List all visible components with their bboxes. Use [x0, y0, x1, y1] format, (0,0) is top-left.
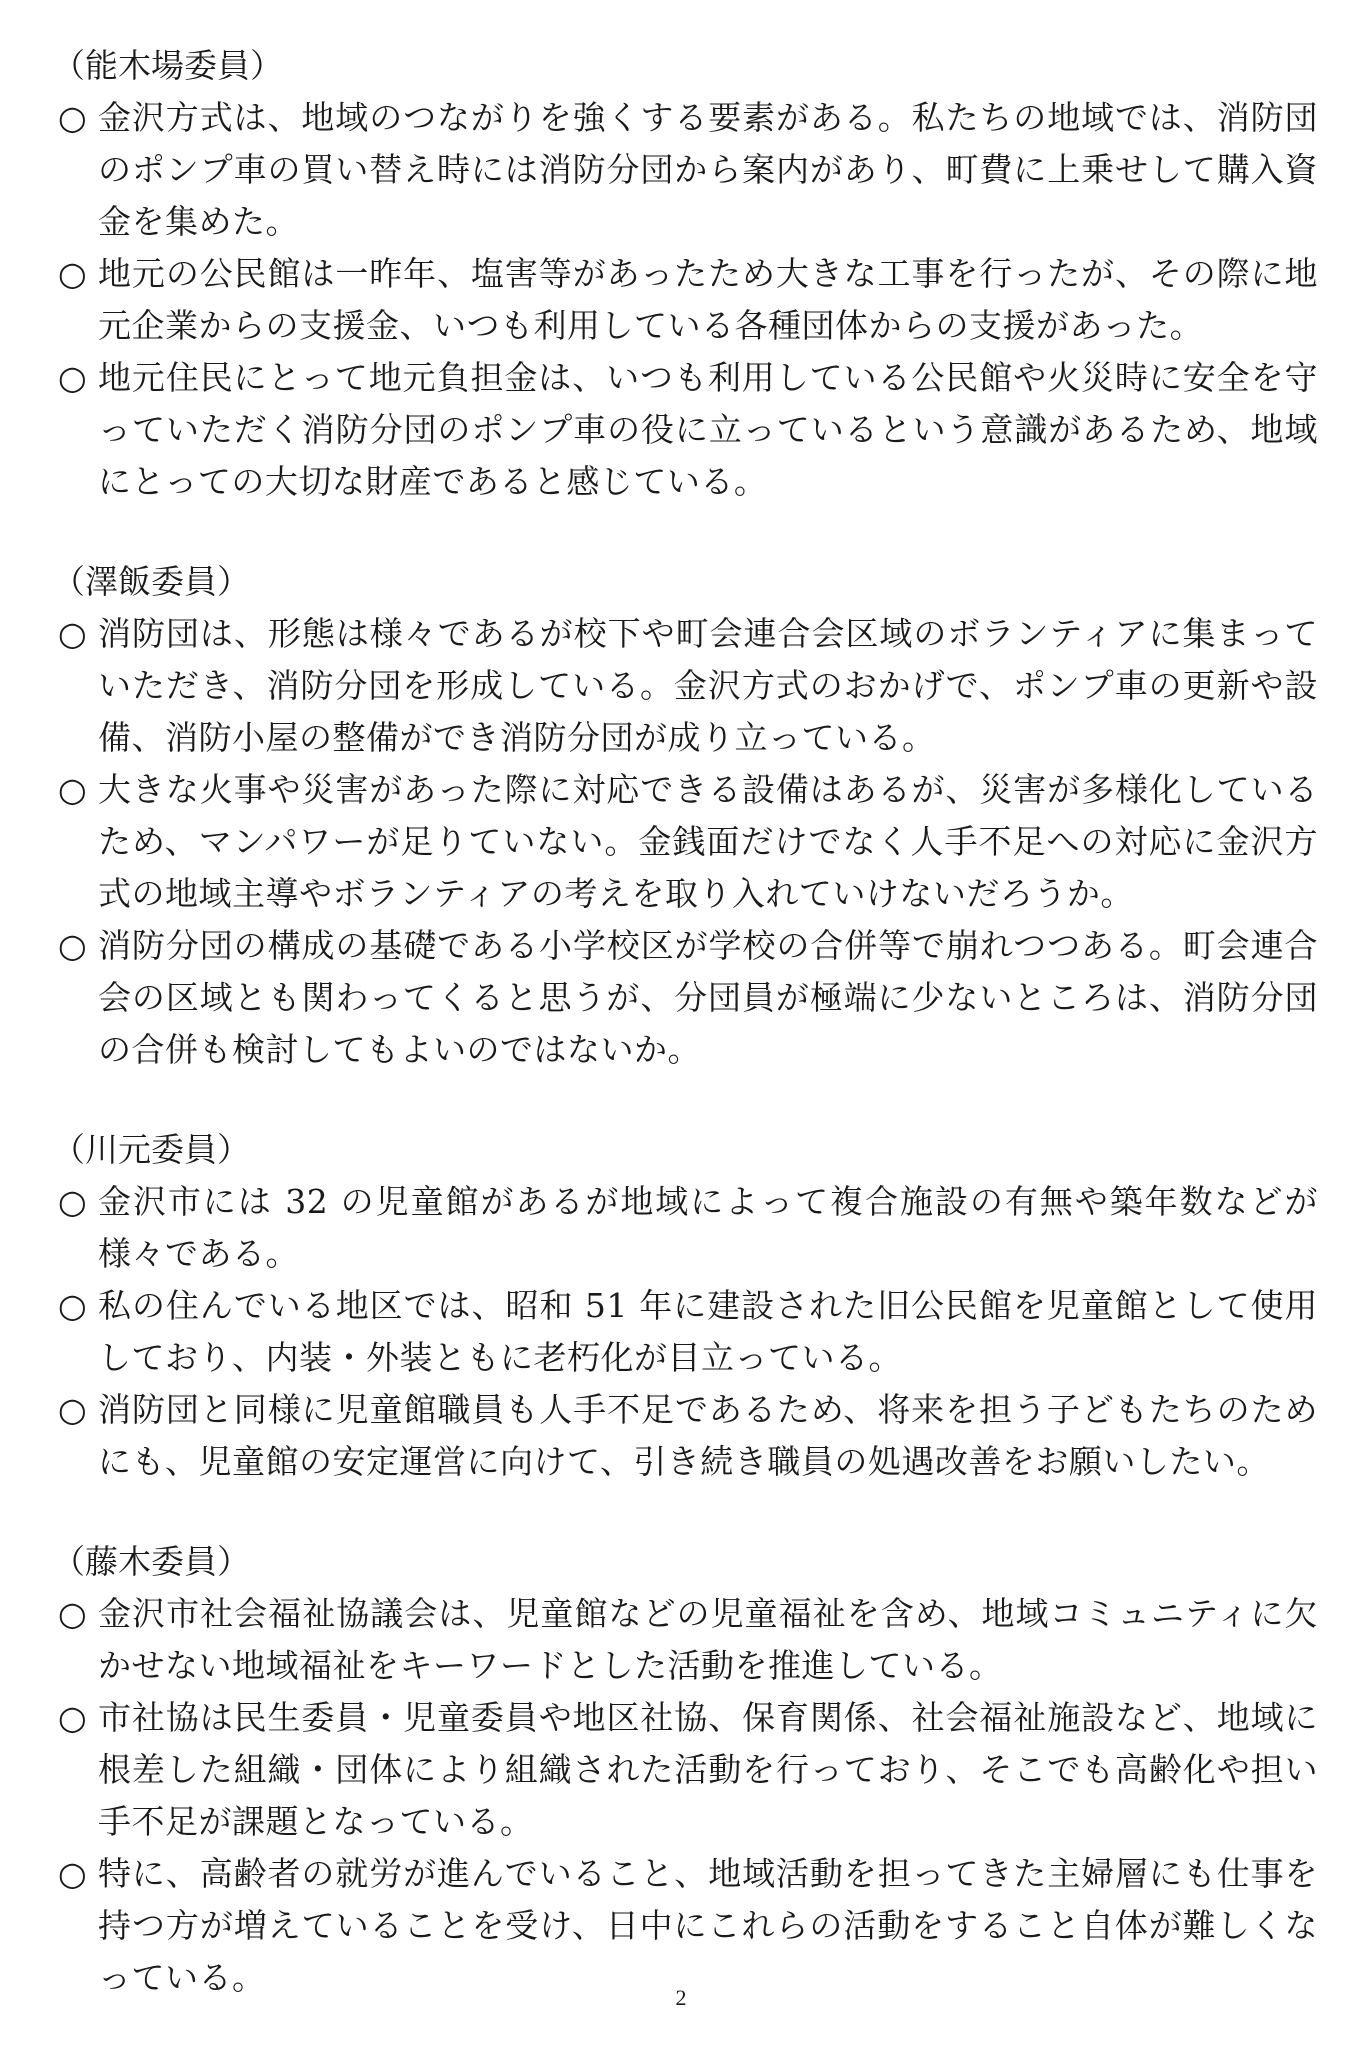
comment-item [48, 92, 1318, 248]
bullet-circle-icon: ○ [58, 98, 88, 137]
bullet-circle-icon: ○ [58, 254, 88, 293]
comment-text: 消防分団の構成の基礎である小学校区が学校の合併等で崩れつつある。町会連合会の区域とも関わってくると思うが、分団員が極端に少ないところは、消防分団の合併も検討してもよいのではないか。 [98, 926, 1318, 1069]
bullet-circle-icon: ○ [58, 770, 88, 809]
comment-item [48, 352, 1318, 508]
comment-section-nokiba [48, 40, 1318, 508]
bullet-circle-icon: ○ [58, 1182, 88, 1221]
comment-text: 消防団は、形態は様々であるが校下や町会連合会区域のボランティアに集まっていただき、消防分団を形成している。金沢方式のおかげで、ポンプ車の更新や設備、消防小屋の整備ができ消防分団が成り立っている。 [98, 614, 1318, 757]
bullet-circle-icon: ○ [58, 614, 88, 653]
comment-item [48, 920, 1318, 1076]
bullet-circle-icon: ○ [58, 1390, 88, 1429]
page-number: 2 [675, 1985, 687, 2010]
comment-section-kawamoto [48, 1124, 1318, 1488]
comment-text: 大きな火事や災害があった際に対応できる設備はあるが、災害が多様化しているため、マンパワーが足りていない。金銭面だけでなく人手不足への対応に金沢方式の地域主導やボランティアの考えを取り入れていけないだろうか。 [98, 770, 1318, 913]
bullet-circle-icon: ○ [58, 1286, 88, 1325]
bullet-circle-icon: ○ [58, 358, 88, 397]
bullet-circle-icon: ○ [58, 1594, 88, 1633]
comment-section-sawaii [48, 556, 1318, 1076]
comment-text: 金沢方式は、地域のつながりを強くする要素がある。私たちの地域では、消防団のポンプ車の買い替え時には消防分団から案内があり、町費に上乗せして購入資金を集めた。 [98, 98, 1318, 241]
comment-item [48, 1692, 1318, 1848]
speaker-heading: （藤木委員） [52, 1542, 250, 1581]
comment-item [48, 248, 1318, 352]
comment-text: 金沢市には 32 の児童館があるが地域によって複合施設の有無や築年数などが様々である。 [98, 1182, 1318, 1273]
comment-text: 特に、高齢者の就労が進んでいること、地域活動を担ってきた主婦層にも仕事を持つ方が増えていることを受け、日中にこれらの活動をすること自体が難しくなっている。 [98, 1854, 1318, 1997]
document-page [48, 40, 1318, 2052]
speaker-heading: （澤飯委員） [52, 562, 250, 601]
comment-text: 市社協は民生委員・児童委員や地区社協、保育関係、社会福祉施設など、地域に根差した組織・団体により組織された活動を行っており、そこでも高齢化や担い手不足が課題となっている。 [98, 1698, 1318, 1841]
comment-item [48, 1280, 1318, 1384]
bullet-circle-icon: ○ [58, 1854, 88, 1893]
comment-item [48, 1176, 1318, 1280]
comment-item [48, 1848, 1318, 2004]
comment-item [48, 608, 1318, 764]
speaker-heading: （川元委員） [52, 1130, 250, 1169]
comment-text: 地元住民にとって地元負担金は、いつも利用している公民館や火災時に安全を守っていただく消防分団のポンプ車の役に立っているという意識があるため、地域にとっての大切な財産であると感じている。 [98, 358, 1318, 501]
comment-item [48, 764, 1318, 920]
comment-item [48, 1384, 1318, 1488]
bullet-circle-icon: ○ [58, 1698, 88, 1737]
comment-text: 私の住んでいる地区では、昭和 51 年に建設された旧公民館を児童館として使用しており、内装・外装ともに老朽化が目立っている。 [98, 1286, 1318, 1377]
comment-text: 金沢市社会福祉協議会は、児童館などの児童福祉を含め、地域コミュニティに欠かせない地域福祉をキーワードとした活動を推進している。 [98, 1594, 1318, 1685]
comment-text: 地元の公民館は一昨年、塩害等があったため大きな工事を行ったが、その際に地元企業からの支援金、いつも利用している各種団体からの支援があった。 [98, 254, 1318, 345]
comment-item [48, 1588, 1318, 1692]
comment-section-fujiki [48, 1536, 1318, 2004]
bullet-circle-icon: ○ [58, 926, 88, 965]
speaker-heading: （能木場委員） [52, 46, 283, 85]
comment-text: 消防団と同様に児童館職員も人手不足であるため、将来を担う子どもたちのためにも、児童館の安定運営に向けて、引き続き職員の処遇改善をお願いしたい。 [98, 1390, 1318, 1481]
